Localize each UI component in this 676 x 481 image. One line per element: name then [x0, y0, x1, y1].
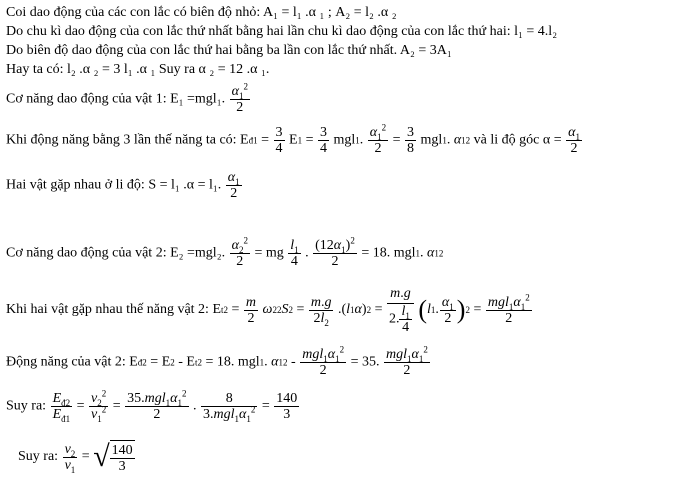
- line-text: Hay ta có: l₂ .α ₂ = 3 l₁ .α ₁ Suy ra α ₂ = 12 .α ₁.: [6, 62, 270, 77]
- fraction: $\frac{\alpha_1^2}{2}$: [231, 81, 248, 115]
- square-root: √ $\frac{140}{3}$: [93, 440, 133, 474]
- equation-kinetic-ratio: Suy ra: $\frac{E_{đ2}}{E_{đ1}}$ = $\frac{v_2^2}{v_1^2}$ = $\frac{35.mgl_1\alpha_1^2}{2}$ . $\frac{8}{3.mgl_1\alpha_1^2}$ = $\frac{140}{3}$: [6, 388, 298, 424]
- line-text: Suy ra:: [6, 398, 47, 414]
- equation-energy-object-2: Cơ năng dao động của vật 2: E₂ =mgl₂. $\frac{\alpha_2^2}{2}$ = mg $\frac{l_1}{4}$ . $\frac{(12\alpha_1)^2}{2}$ = 18. mgl1. α12: [6, 235, 444, 269]
- line-text: Hai vật gặp nhau ở li độ: S = l₁ .α = l₁.: [6, 177, 222, 193]
- text-line-angle-relation: [6, 62, 269, 78]
- equation-velocity-ratio: Suy ra: $\frac{v_2}{v_1}$ = √ $\frac{140}{3}$: [18, 440, 133, 475]
- line-text: Cơ năng dao động của vật 1: E₁ =mgl₁.: [6, 91, 226, 107]
- equation-meeting-position: Hai vật gặp nhau ở li độ: S = l₁ .α = l₁. $\frac{\alpha_1}{2}$: [6, 170, 240, 201]
- equation-potential-energy-2: Khi hai vật gặp nhau thế năng vật 2: Et2 = $\frac{m}{2}$ ω22S2 = $\frac{m.g}{2l_2}$ .(l1α)2 = m.g 2. $\frac{l_1}{4}$ (l1. $\frac{\alpha_1}{2}$ )2 = $\frac{mgl_1\alpha_1^2}{2}$: [6, 286, 530, 335]
- line-text: Do biên độ dao động của con lắc thứ hai bằng ba lần con lắc thứ nhất. A₂ = 3A₁: [6, 43, 452, 58]
- text-line-period-relation: [6, 24, 557, 40]
- line-text: Cơ năng dao động của vật 2: E₂ =mgl₂.: [6, 245, 226, 261]
- line-text: Khi hai vật gặp nhau thế năng vật 2: E: [6, 302, 221, 317]
- line-text: Động năng của vật 2: E: [6, 354, 138, 370]
- equation-kinetic-energy-2: Động năng của vật 2: Eđ2 = E2 - Et2 = 18. mgl1. α12 - $\frac{mgl_1\alpha_1^2}{2}$ = 35. $\frac{mgl_1\alpha_1^2}{2}$: [6, 344, 428, 378]
- text-line-amplitude-relation: [6, 43, 452, 59]
- equation-kinetic-energy-1: Khi động năng bằng 3 lần thế năng ta có: Eđ1 = $\frac{3}{4}$ E1 = $\frac{3}{4}$ mgl1. $\frac{\alpha_1^2}{2}$ = $\frac{3}{8}$ mgl1. α12 và li độ góc α = $\frac{\alpha_1}{2}$: [6, 122, 580, 156]
- equation-energy-object-1: [6, 81, 251, 115]
- line-text: và li độ góc α =: [473, 132, 562, 148]
- line-text: Khi động năng bằng 3 lần thế năng ta có: E: [6, 132, 249, 148]
- text-line-amplitudes: [6, 5, 397, 21]
- line-text: Do chu kì dao động của con lắc thứ nhất bằng hai lần chu kì dao động của con lắc thứ hai: l₁ = 4.l₂: [6, 24, 558, 39]
- line-text: Suy ra:: [18, 449, 59, 464]
- line-text: Coi dao động của các con lắc có biên độ nhỏ: A₁ = l₁ .α ₁ ; A₂ = l₂ .α ₂: [6, 5, 397, 20]
